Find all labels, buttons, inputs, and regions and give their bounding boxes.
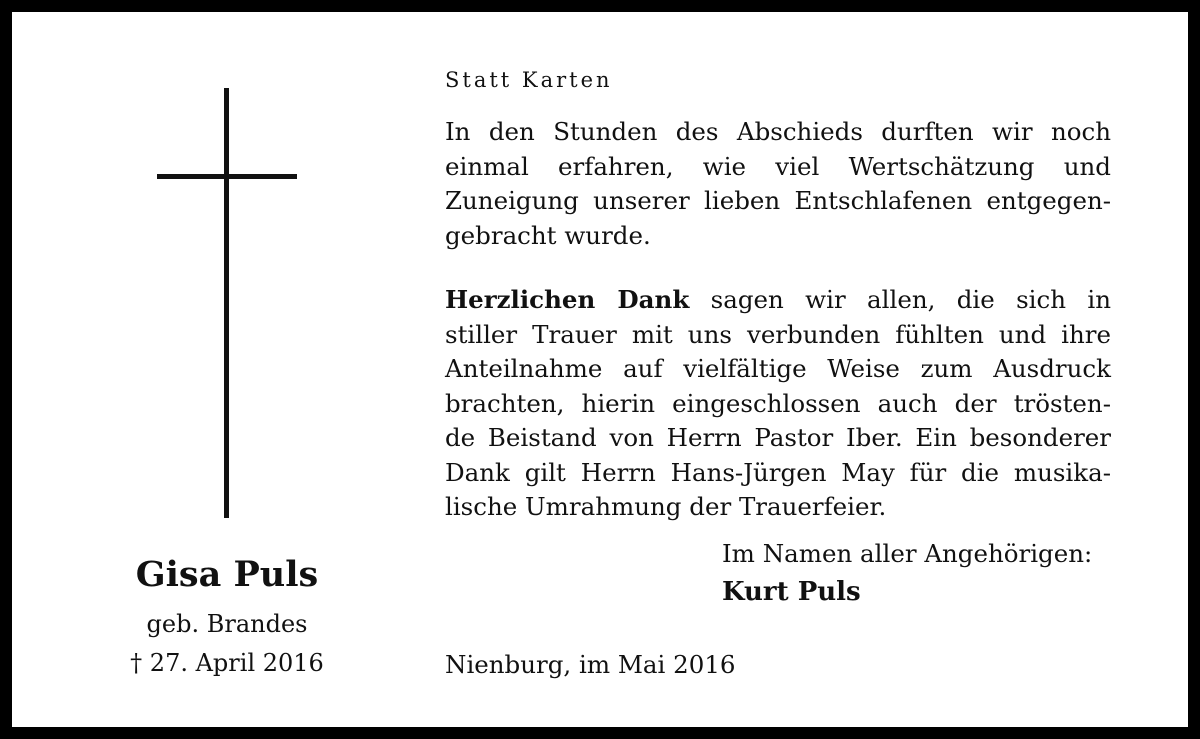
signature-name: Kurt Puls	[722, 577, 861, 607]
place-date: Nienburg, im Mai 2016	[445, 650, 736, 679]
text-line: gebracht wurde.	[445, 220, 651, 250]
cross-icon	[224, 88, 229, 518]
cross-bar	[157, 174, 297, 179]
obituary-card	[12, 12, 1188, 727]
text-line: stiller Trauer mit uns verbunden fühlten und ihre	[445, 319, 1111, 349]
text-line: einmal erfahren, wie viel Wertschätzung und	[445, 151, 1111, 181]
text-line: In den Stunden des Abschieds durften wir noch	[445, 117, 1111, 146]
signature-line: Im Namen aller Angehörigen:	[722, 539, 1093, 568]
text-line: brachten, hierin eingeschlossen auch der trösten-	[445, 388, 1111, 418]
paragraph-2	[445, 283, 1111, 525]
text-line: Dank gilt Herrn Hans-Jürgen May für die musika-	[445, 457, 1111, 487]
text-line	[445, 283, 1111, 318]
text-line: Anteilnahme auf vielfältige Weise zum Ausdruck	[445, 354, 1111, 383]
thanks-bold: Herzlichen Dank	[445, 285, 690, 314]
text-line: lische Umrahmung der Trauerfeier.	[445, 492, 887, 521]
text-span: sagen wir allen, die sich in	[689, 285, 1111, 314]
paragraph-1	[445, 115, 1111, 253]
heading: Statt Karten	[445, 68, 613, 92]
maiden-name: geb. Brandes	[146, 610, 308, 638]
death-date: † 27. April 2016	[130, 649, 324, 677]
deceased-name: Gisa Puls	[135, 554, 319, 595]
text-line: de Beistand von Herrn Pastor Iber. Ein besonderer	[445, 423, 1111, 452]
text-line: Zuneigung unserer lieben Entschlafenen entgegen-	[445, 186, 1111, 215]
